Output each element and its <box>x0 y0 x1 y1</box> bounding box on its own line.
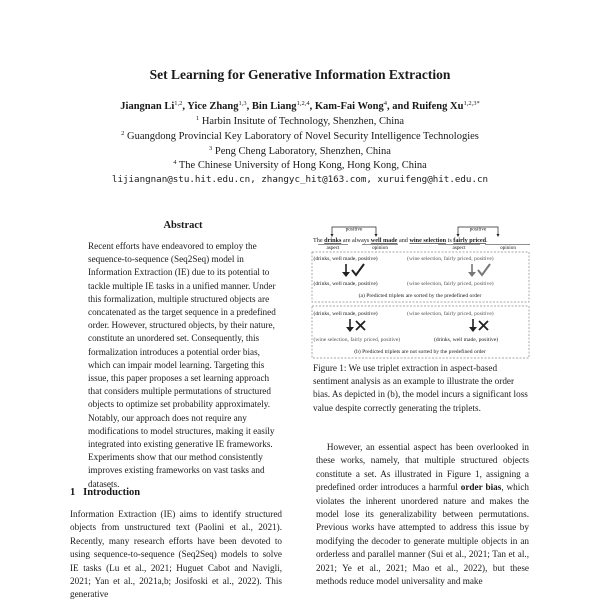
author-name: Bin Liang <box>251 101 297 112</box>
paper-title: Set Learning for Generative Information Extraction <box>149 67 451 82</box>
cross-icon <box>479 321 488 330</box>
panel-b-caption: (b) Predicted triplets are not sorted by the predefined order <box>354 349 486 355</box>
author-affil-marks: 4 <box>383 100 387 107</box>
author-affil-marks: 1,3 <box>238 100 247 107</box>
author-name: Jiangnan Li <box>120 101 175 112</box>
role-label-opinion: opinion <box>500 245 516 251</box>
author-list: Jiangnan Li$^{1,2}$, Yice Zhang$^{1,3}$, Bin Liang$^{1,2,4}$, Kam-Fai Wong$^4$, and Ruifeng $Xu^{1,2,3*}$ <box>120 100 480 112</box>
down-arrow-icon <box>469 319 477 332</box>
arc-label: positive <box>469 226 487 233</box>
author-name: Ruifeng Xu <box>411 101 464 112</box>
author-affil-marks: 1,2 <box>174 100 183 107</box>
down-arrow-icon <box>342 264 350 277</box>
affiliation: $^4$ The Chinese University of Hong Kong, Hong Kong, China <box>173 159 427 171</box>
author-name: Yice Zhang <box>187 101 239 112</box>
abstract-heading: Abstract <box>163 220 203 231</box>
author-affil-marks: 1,2,4 <box>296 100 310 107</box>
triplet-text: (drinks, well made, positive) <box>434 337 499 343</box>
arc-label: positive <box>345 226 363 233</box>
panel-a-caption: (a) Predicted triplets are sorted by the predefined order <box>358 293 482 299</box>
role-label-opinion: opinion <box>372 245 388 251</box>
intro-paragraph-right: However, an essential aspect has been overlooked in these works, namely, that multiple structured objects constitute a set. As illustrated in Figure 1, assigning a predefined order introduces a harmful order bias, which violates the inherent unordered nature and makes the model lose its generalizability between permutations. Previous works have attempted to address this issue by modifying the decoder to generate multiple objects in an orderless and parallel manner (Sui et al., 2021; Tan et al., 2021; Ye et al., 2021; Mao et al., 2022), but these methods reduce model universality and make <box>316 442 530 587</box>
affiliation: $^2$ Guangdong Provincial Key Laboratory of Novel Security Intelligence Technologies <box>121 130 479 142</box>
checkmark-icon <box>478 264 490 275</box>
intro-paragraph-left: Information Extraction (IE) aims to identify structured objects from unstructured text (Paolini et al., 2021). Recently, many research efforts have been devoted to using sequence-to-sequence (Seq2Seq) models to solve IE tasks (Lu et al., 2021; Huguet Cabot and Navigli, 2021; Yan et al., 2021a,b; Josifoski et al., 2022). This generative <box>70 509 282 600</box>
example-sentence: The drinks are always well made and wine selection is fairly priced. <box>313 237 488 244</box>
author-name: Kam-Fai Wong <box>314 101 384 112</box>
emphasis-order-bias: order bias <box>460 482 502 493</box>
down-arrow-icon <box>468 264 476 277</box>
down-arrow-icon <box>346 319 354 332</box>
role-label-aspect: aspect <box>452 245 466 251</box>
section-heading: 1 Introduction <box>70 487 141 498</box>
affiliation: $^3$ Peng Cheng Laboratory, Shenzhen, China <box>209 145 391 157</box>
figure-caption: Figure 1: We use triplet extraction in aspect-based sentiment analysis as an example to illustrate the order bias. As depicted in (b), the model incurs a significant loss value despite correctly generating the triplets. <box>313 363 528 413</box>
abstract-text: Recent efforts have endeavored to employ the sequence-to-sequence (Seq2Seq) model in Information Extraction (IE) due to its potential to tackle multiple IE tasks in a unified manner. Under this formalization, multiple structured objects are concatenated as the target sequence in a predefined order. However, structured objects, by their nature, constitute an unordered set. Consequently, this formalization introduces a potential order bias, which can impair model learning. Targeting this issue, this paper proposes a set learning approach that considers multiple permutations of structured objects to optimize set probability approximately. Notably, our approach does not require any modifications to model structures, making it easily integrated into existing generative IE frameworks. Experiments show that our method consistently improves existing frameworks on vast tasks and datasets. <box>88 241 276 489</box>
triplet-text: (drinks, well made, positive) <box>313 281 378 287</box>
author-affil-marks: 1,2,3* <box>463 100 480 107</box>
triplet-text: (drinks, well made, positive) <box>313 256 378 262</box>
cross-icon <box>356 321 365 330</box>
figure-1 <box>310 224 532 362</box>
triplet-text: (wine selection, fairly priced, positive) <box>407 311 494 317</box>
affiliation: $^1$ Harbin Insitute of Technology, Shenzhen, China <box>195 115 405 127</box>
triplet-text: (drinks, well made, positive) <box>313 311 378 317</box>
role-label-aspect: aspect <box>326 245 340 251</box>
triplet-text: (wine selection, fairly priced, positive) <box>407 281 494 287</box>
triplet-text: (wine selection, fairly priced, positive) <box>313 337 401 343</box>
triplet-text: (wine selection, fairly priced, positive) <box>407 256 494 262</box>
checkmark-icon <box>352 264 364 275</box>
author-emails: lijiangnan@stu.hit.edu.cn, zhangyc_hit@163.com, xuruifeng@hit.edu.cn <box>111 174 489 185</box>
